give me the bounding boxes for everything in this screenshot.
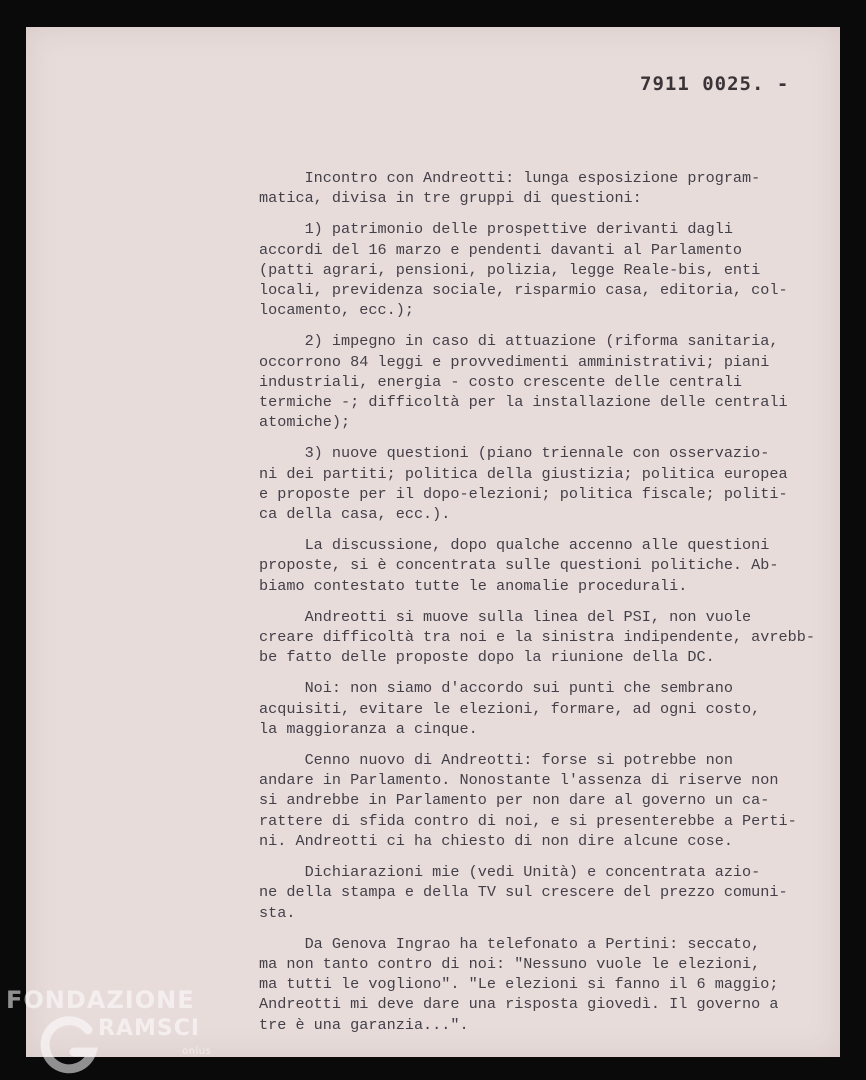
- text-line: accordi del 16 marzo e pendenti davanti al Parlamento: [259, 240, 743, 259]
- paragraph: [259, 678, 849, 739]
- text-line: be fatto delle proposte dopo la riunione della DC.: [259, 648, 715, 667]
- text-line: ma tutti le vogliono". "Le elezioni si fanno il 6 maggio;: [259, 975, 779, 994]
- text-line: 3) nuove questioni (piano triennale con osservazio-: [259, 444, 770, 463]
- text-line: atomiche);: [259, 413, 351, 432]
- text-line: locali, previdenza sociale, risparmio casa, editoria, col-: [259, 281, 788, 300]
- text-line: la maggioranza a cinque.: [259, 719, 478, 738]
- text-line: e proposte per il dopo-elezioni; politica fiscale; politi-: [259, 484, 788, 503]
- text-line: 2) impegno in caso di attuazione (riforma sanitaria,: [259, 332, 779, 351]
- text-line: ne della stampa e della TV sul crescere del prezzo comuni-: [259, 883, 788, 902]
- text-line: industriali, energia - costo crescente delle centrali: [259, 372, 743, 391]
- text-line: Noi: non siamo d'accordo sui punti che sembrano: [259, 679, 733, 698]
- text-line: termiche -; difficoltà per la installazione delle centrali: [259, 393, 788, 412]
- paragraph: [259, 862, 849, 923]
- text-line: ni. Andreotti ci ha chiesto di non dire alcune cose.: [259, 831, 733, 850]
- paragraph: [259, 168, 849, 208]
- text-line: rattere di sfida contro di noi, e si presenterebbe a Perti-: [259, 811, 797, 830]
- text-line: matica, divisa in tre gruppi di questioni:: [259, 189, 642, 208]
- paragraph: [259, 219, 849, 320]
- text-line: ca della casa, ecc.).: [259, 505, 451, 524]
- text-line: Dichiarazioni mie (vedi Unità) e concentrata azio-: [259, 863, 761, 882]
- text-line: Andreotti mi deve dare una risposta giovedì. Il governo a: [259, 995, 779, 1014]
- text-line: Andreotti si muove sulla linea del PSI, non vuole: [259, 607, 752, 626]
- text-line: Cenno nuovo di Andreotti: forse si potrebbe non: [259, 751, 733, 770]
- text-line: ma non tanto contro di noi: "Nessuno vuole le elezioni,: [259, 954, 761, 973]
- watermark-line2: RAMSCI: [98, 1016, 201, 1041]
- text-line: andare in Parlamento. Nonostante l'assenza di riserve non: [259, 771, 779, 790]
- gramsci-g-logo-icon: [36, 1008, 106, 1078]
- text-line: si andrebbe in Parlamento per non dare al governo un ca-: [259, 791, 770, 810]
- text-line: ni dei partiti; politica della giustizia; politica europea: [259, 464, 788, 483]
- paragraph: [259, 934, 849, 1035]
- paragraph: [259, 443, 849, 524]
- text-line: La discussione, dopo qualche accenno alle questioni: [259, 536, 770, 555]
- paragraph: [259, 607, 849, 668]
- text-line: creare difficoltà tra noi e la sinistra indipendente, avrebb-: [259, 628, 815, 647]
- watermark-subtitle: onlus: [182, 1046, 212, 1057]
- text-line: Da Genova Ingrao ha telefonato a Pertini: seccato,: [259, 934, 761, 953]
- text-line: sta.: [259, 903, 296, 922]
- text-line: locamento, ecc.);: [259, 301, 414, 320]
- text-line: (patti agrari, pensioni, polizia, legge Reale-bis, enti: [259, 260, 761, 279]
- paragraph: [259, 331, 849, 432]
- fondazione-gramsci-watermark: [6, 986, 216, 1076]
- text-line: acquisiti, evitare le elezioni, formare, ad ogni costo,: [259, 699, 761, 718]
- text-line: 1) patrimonio delle prospettive derivanti dagli: [259, 220, 733, 239]
- text-line: occorrono 84 leggi e provvedimenti amministrativi; piani: [259, 352, 770, 371]
- document-body: [259, 168, 849, 1046]
- text-line: tre è una garanzia...".: [259, 1015, 469, 1034]
- watermark-line1: FONDAZIONE: [6, 986, 195, 1014]
- archive-number: 7911 0025. -: [640, 73, 790, 95]
- text-line: biamo contestato tutte le anomalie procedurali.: [259, 576, 688, 595]
- text-line: proposte, si è concentrata sulle questioni politiche. Ab-: [259, 556, 779, 575]
- text-line: Incontro con Andreotti: lunga esposizione program-: [259, 169, 761, 187]
- paragraph: [259, 535, 849, 596]
- paragraph: [259, 750, 849, 851]
